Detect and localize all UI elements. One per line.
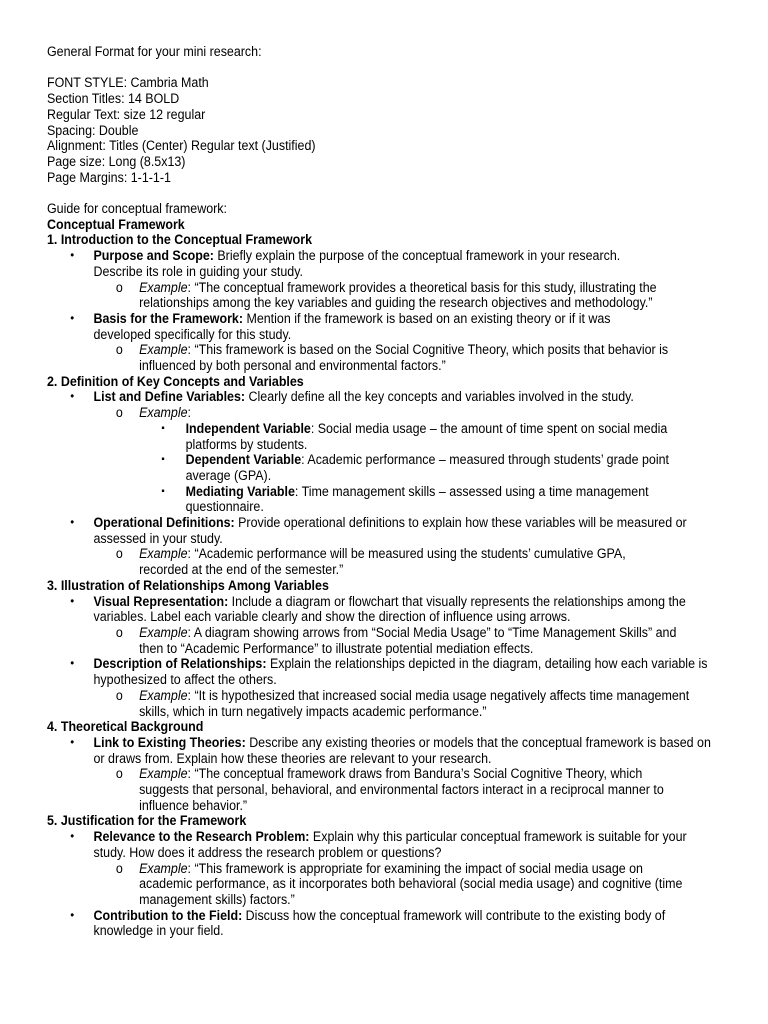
square-marker: ▪ [161,454,165,466]
bullet-label: Visual Representation: [93,593,229,609]
format-line-regular-text: Regular Text: size 12 regular [47,106,206,122]
format-line-section-titles: Section Titles: 14 BOLD [47,91,180,107]
sub-item-text: : Social media usage – the amount of time spent on social media platforms by students. [185,420,668,452]
bullet-text: Provide operational definitions to explain how these variables will be measured or assessed in your study. [93,515,687,546]
bullet-label: Relevance to the Research Problem: [93,829,310,845]
example-text: : “The conceptual framework provides a theoretical basis for this study, illustrating the relationships among the key variables and guiding the research objectives and methodology.” [139,279,657,311]
example-label: Example [139,766,188,782]
example-item [47,342,670,373]
sub-item-independent [47,421,692,452]
section-heading: 2. Definition of Key Concepts and Variables [47,373,304,389]
circle-marker: o [115,766,123,782]
bullet-text: Briefly explain the purpose of the conceptual framework in your research. Describe its role in guiding your study. [93,248,621,279]
square-marker: ▪ [161,485,165,497]
section-heading: 3. Illustration of Relationships Among Variables [47,577,329,593]
bullet-item [47,248,670,279]
bullet-label: Contribution to the Field: [93,907,243,923]
bullet-item [47,311,670,342]
sub-item-text: : Time management skills – assessed using a time management questionnaire. [185,483,649,515]
example-label: Example [139,860,188,876]
example-text: : A diagram showing arrows from “Social Media Usage” to “Time Management Skills” and then to “Academic Performance” to illustrate potential mediation effects. [139,624,677,656]
example-item [47,405,670,421]
circle-marker: o [115,546,123,562]
example-label: Example [139,546,188,562]
sub-item-label: Dependent Variable [185,452,302,468]
example-item [47,546,674,577]
example-item [47,280,670,311]
bullet-item [47,594,707,625]
sub-item-mediating [47,484,674,515]
bullet-label: Purpose and Scope: [93,248,214,264]
example-text: : “This framework is based on the Social Cognitive Theory, which posits that behavior is influenced by both personal and environmental factors.” [139,342,669,374]
sub-item-dependent [47,452,692,483]
bullet-text: Describe any existing theories or models that the conceptual framework is based on or draws from. Explain how these theories are relevant to your research. [93,734,711,766]
bullet-item [47,515,689,546]
bullet-text: Discuss how the conceptual framework will contribute to the existing body of knowledge in your field. [93,907,666,939]
example-text: : [187,405,192,421]
bullet-marker: • [70,656,75,671]
format-line-alignment: Alignment: Titles (Center) Regular text (Justified) [47,138,316,154]
example-label: Example [139,342,188,358]
section-heading: 4. Theoretical Background [47,719,204,735]
document-page [47,44,727,939]
general-format-heading: General Format for your mini research: [47,44,262,59]
bullet-item [47,829,689,860]
example-item [47,688,692,719]
bullet-marker: • [70,829,75,844]
format-line-page-margins: Page Margins: 1-1-1-1 [47,169,171,185]
example-label: Example [139,624,188,640]
format-line-font-style: FONT STYLE: Cambria Math [47,75,209,91]
guide-title: Conceptual Framework [47,216,185,232]
bullet-text: Clearly define all the key concepts and variables involved in the study. [245,389,634,405]
square-marker: ▪ [161,422,165,434]
guide-intro: Guide for conceptual framework: [47,201,227,216]
bullet-marker: • [70,389,75,404]
bullet-text: Explain why this particular conceptual framework is suitable for your study. How does it address the research problem or questions? [93,829,687,860]
section-heading: 1. Introduction to the Conceptual Framework [47,232,313,248]
bullet-marker: • [70,310,75,325]
format-line-page-size: Page size: Long (8.5x13) [47,153,186,169]
circle-marker: o [115,687,123,703]
bullet-text: Mention if the framework is based on an existing theory or if it was developed specifically for this study. [93,310,611,342]
bullet-item [47,908,693,939]
bullet-marker: • [70,734,75,749]
example-item [47,625,688,656]
bullet-label: Basis for the Framework: [93,310,243,326]
bullet-label: Description of Relationships: [93,656,267,672]
bullet-marker: • [70,248,75,263]
circle-marker: o [115,405,123,421]
bullet-text: Include a diagram or flowchart that visually represents the relationships among the variables. Label each variable clearly and show the direction of influence using arrows. [93,593,686,625]
example-label: Example [139,405,188,421]
bullet-label: List and Define Variables: [93,389,246,405]
example-item [47,766,688,813]
circle-marker: o [115,624,123,640]
bullet-text: Explain the relationships depicted in the diagram, detailing how each variable is hypothesized to affect the others. [93,656,708,688]
example-label: Example [139,687,188,703]
bullet-item [47,656,731,687]
sub-item-label: Mediating Variable [185,483,295,499]
circle-marker: o [115,342,123,358]
bullet-item [47,389,698,405]
example-text: : “This framework is appropriate for examining the impact of social media usage on academic performance, as it incorporates both behavioral (social media usage) and cognitive (time management skills) factors.” [139,860,683,907]
circle-marker: o [115,279,123,295]
format-line-spacing: Spacing: Double [47,122,139,138]
bullet-label: Operational Definitions: [93,515,235,531]
bullet-marker: • [70,593,75,608]
example-text: : “The conceptual framework draws from Bandura’s Social Cognitive Theory, which suggests that personal, behavioral, and environmental factors interact in a reciprocal manner to influence behavior.” [139,766,664,813]
example-label: Example [139,279,188,295]
bullet-marker: • [70,515,75,530]
sub-item-text: : Academic performance – measured through students’ grade point average (GPA). [185,452,669,483]
example-item [47,861,697,908]
circle-marker: o [115,860,123,876]
bullet-marker: • [70,907,75,922]
bullet-item [47,735,712,766]
example-text: : “Academic performance will be measured using the students’ cumulative GPA, recorded at the end of the semester.” [139,546,626,578]
sub-item-label: Independent Variable [185,420,311,436]
example-text: : “It is hypothesized that increased social media usage negatively affects time management skills, which in turn negatively impacts academic performance.” [139,687,690,719]
bullet-label: Link to Existing Theories: [93,734,246,750]
section-heading: 5. Justification for the Framework [47,813,247,829]
